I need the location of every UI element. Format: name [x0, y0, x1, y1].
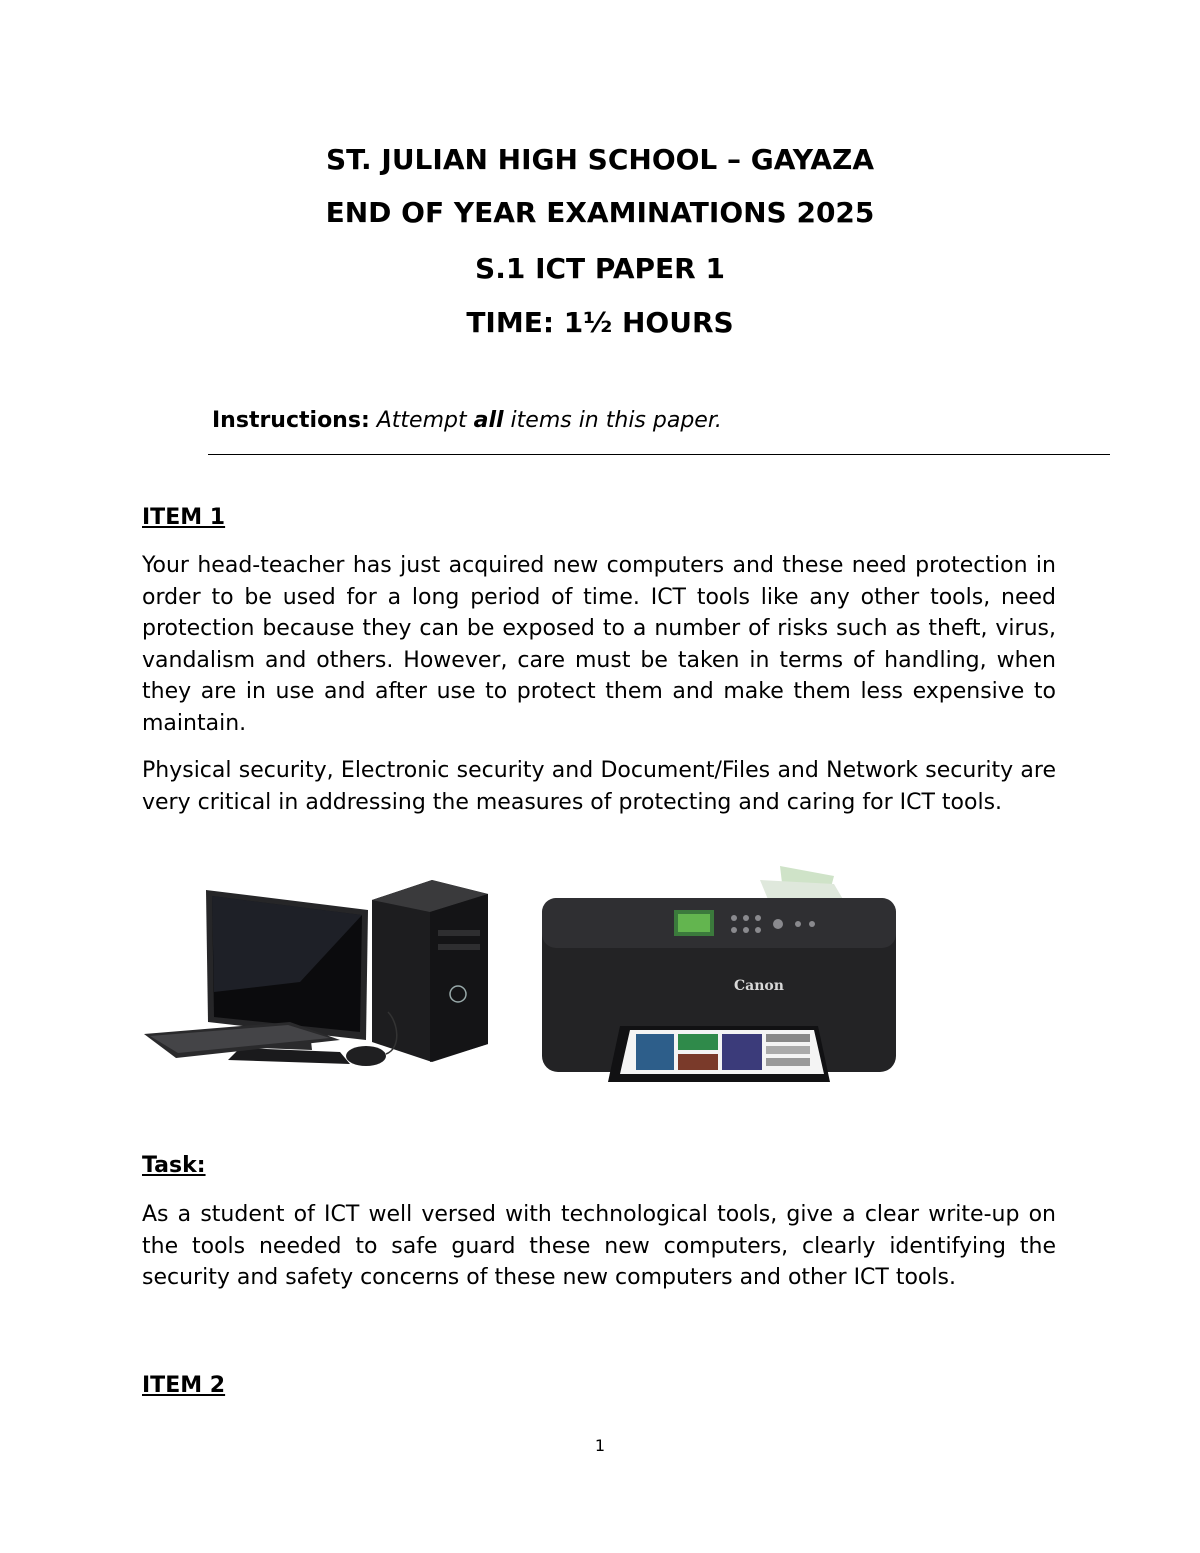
paper-title: S.1 ICT PAPER 1	[475, 252, 725, 285]
exam-time: TIME: 1½ HOURS	[466, 306, 734, 339]
item2-heading: ITEM 2	[142, 1373, 226, 1398]
item1-paragraph-1: Your head-teacher has just acquired new computers and these need protection in order to be used for a long period of time. ICT tools like any other tools, need protection because they can be exposed to a number of risks such as theft, virus, vandalism and others. However, care must be taken in terms of handling, when they are in use and after use to protect them and make them less expensive to maintain.	[142, 553, 1056, 736]
exam-title: END OF YEAR EXAMINATIONS 2025	[325, 196, 875, 229]
task-text: As a student of ICT well versed with technological tools, give a clear write-up on the tools needed to safe guard these new computers, clearly identifying the security and safety concerns of these new computers and other ICT tools.	[142, 1202, 1056, 1290]
instructions-divider	[208, 454, 1110, 455]
instructions	[212, 408, 722, 433]
instructions-emphasis: all	[473, 408, 504, 433]
printer-brand-logo: Canon	[734, 978, 784, 994]
page-number: 1	[594, 1436, 606, 1455]
desktop-computer-image	[140, 872, 518, 1086]
instructions-text-before: Attempt	[369, 408, 474, 433]
printer-image	[534, 866, 898, 1088]
task-heading: Task:	[142, 1153, 206, 1178]
item1-paragraph-2: Physical security, Electronic security and Document/Files and Network security are very critical in addressing the measures of protecting and caring for ICT tools.	[142, 758, 1056, 815]
instructions-label: Instructions:	[212, 408, 370, 433]
item1-heading: ITEM 1	[142, 505, 226, 530]
instructions-text-after: items in this paper.	[503, 408, 722, 433]
school-name: ST. JULIAN HIGH SCHOOL – GAYAZA	[326, 143, 874, 176]
